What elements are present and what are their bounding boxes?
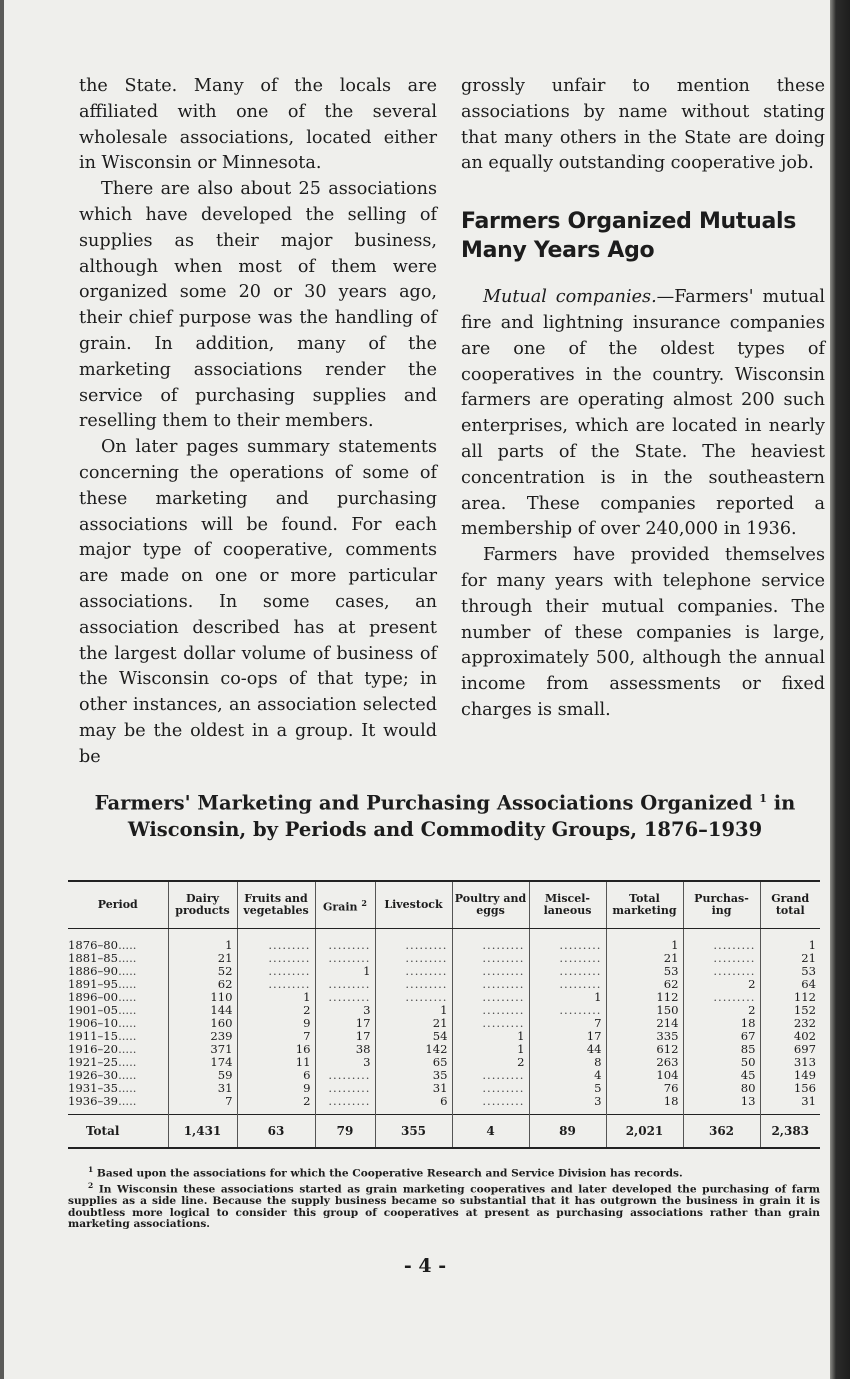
cell-purch: 45 (683, 1069, 760, 1082)
table-title: Farmers' Marketing and Purchasing Associations Organized $^1$ in Wisconsin, by Periods and Commodity Groups, 1876–1939 (94, 791, 796, 841)
cell-livestock: 1 (375, 1004, 452, 1017)
page-number: - 4 - (403, 1255, 447, 1277)
cell-misc: 8 (529, 1056, 606, 1069)
cell-period: 1886–90..... (68, 964, 137, 978)
cell-dairy: 31 (168, 1082, 237, 1095)
cell-poultry: ......... (452, 1004, 529, 1017)
total-grain: 79 (315, 1115, 375, 1149)
cell-grain: 17 (315, 1030, 375, 1043)
cell-fruits: ......... (237, 965, 315, 978)
cell-purch: 67 (683, 1030, 760, 1043)
cell-dairy: 52 (168, 965, 237, 978)
header-fruits: Fruits and vegetables (237, 881, 315, 929)
cell-misc: 1 (529, 991, 606, 1004)
cell-grain: ......... (315, 991, 375, 1004)
cell-fruits: ......... (237, 952, 315, 965)
cell-grain: 38 (315, 1043, 375, 1056)
table-row (68, 1095, 820, 1115)
cell-grain: ......... (315, 978, 375, 991)
cell-misc: 44 (529, 1043, 606, 1056)
cell-livestock: 65 (375, 1056, 452, 1069)
paragraph: On later pages summary statements concerning the operations of some of these marketing and purchasing associations will be found. For each major type of cooperative, comments are made on one or more particular associations. In some cases, an association described has at present the largest dollar volume of business of the Wisconsin co-ops of that type; in other instances, an association selected may be the oldest in a group. It would be (79, 437, 437, 767)
cell-total: 62 (606, 978, 683, 991)
cell-total: 21 (606, 952, 683, 965)
cell-misc: ......... (529, 929, 606, 953)
cell-total: 263 (606, 1056, 683, 1069)
cell-total: 112 (606, 991, 683, 1004)
cell-period: 1921–25..... (68, 1055, 137, 1069)
cell-fruits: 6 (237, 1069, 315, 1082)
cell-grand: 53 (760, 965, 820, 978)
cell-grand: 313 (760, 1056, 820, 1069)
cell-fruits: ......... (237, 929, 315, 953)
left-text-column (79, 74, 437, 771)
cell-livestock: 54 (375, 1030, 452, 1043)
cell-dairy: 7 (168, 1095, 237, 1115)
cell-total: 150 (606, 1004, 683, 1017)
header-grand-total: Grand total (760, 881, 820, 929)
cell-grand: 1 (760, 929, 820, 953)
cell-fruits: 16 (237, 1043, 315, 1056)
cell-livestock: ......... (375, 978, 452, 991)
cell-total: 335 (606, 1030, 683, 1043)
table-total-row (68, 1115, 820, 1149)
cell-total: 18 (606, 1095, 683, 1115)
cell-fruits: 2 (237, 1004, 315, 1017)
cell-grain: ......... (315, 1095, 375, 1115)
total-poultry: 4 (452, 1115, 529, 1149)
footnote-2: $^2$ In Wisconsin these associations started as grain marketing cooperatives and later developed the purchasing of farm supplies as a side line. Because the supply business became so substantial that it has outgrown the business in grain it is doubtless more logical to consider this group of cooperatives at present as purchasing associations rather than grain marketing associations. (68, 1181, 820, 1231)
cell-purch: 2 (683, 1004, 760, 1017)
cell-period: 1931–35..... (68, 1081, 137, 1095)
section-heading: Farmers Organized Mutuals Many Years Ago (461, 209, 797, 264)
cell-poultry: ......... (452, 1095, 529, 1115)
cell-poultry: 1 (452, 1043, 529, 1056)
paragraph: Farmers have provided themselves for many years with telephone service through their mutual companies. The number of these companies is large, approximately 500, although the annual income from assessments or fixed charges is small. (461, 545, 825, 720)
cell-grand: 156 (760, 1082, 820, 1095)
total-grand: 2,383 (760, 1115, 820, 1149)
cell-dairy: 174 (168, 1056, 237, 1069)
header-period: Period (68, 881, 168, 929)
cell-period: 1891–95..... (68, 977, 137, 991)
paragraph: There are also about 25 associations which have developed the selling of supplies as their major business, although when most of them were organized some 20 or 30 years ago, their chief purpose was the handling of grain. In addition, many of the marketing associations render the service of purchasing supplies and reselling them to their members. (79, 179, 437, 432)
cell-period: 1906–10..... (68, 1016, 137, 1030)
cell-period: 1916–20..... (68, 1042, 137, 1056)
cell-dairy: 239 (168, 1030, 237, 1043)
cell-total: 76 (606, 1082, 683, 1095)
cell-grain: ......... (315, 1069, 375, 1082)
cell-fruits: ......... (237, 978, 315, 991)
cell-misc: 17 (529, 1030, 606, 1043)
cell-poultry: ......... (452, 965, 529, 978)
cell-misc: ......... (529, 1004, 606, 1017)
cell-fruits: 9 (237, 1082, 315, 1095)
cell-dairy: 110 (168, 991, 237, 1004)
cell-grand: 21 (760, 952, 820, 965)
total-misc: 89 (529, 1115, 606, 1149)
cell-purch: ......... (683, 965, 760, 978)
cell-grand: 31 (760, 1095, 820, 1115)
cell-grand: 152 (760, 1004, 820, 1017)
cell-period: 1876–80..... (68, 938, 137, 952)
cell-purch: 2 (683, 978, 760, 991)
total-fruits: 63 (237, 1115, 315, 1149)
cell-grain: 17 (315, 1017, 375, 1030)
cell-poultry: 1 (452, 1030, 529, 1043)
cell-purch: 80 (683, 1082, 760, 1095)
cell-grand: 402 (760, 1030, 820, 1043)
cell-grain: 1 (315, 965, 375, 978)
cell-poultry: ......... (452, 978, 529, 991)
cell-dairy: 160 (168, 1017, 237, 1030)
header-poultry: Poultry and eggs (452, 881, 529, 929)
cell-misc: 3 (529, 1095, 606, 1115)
cell-grand: 232 (760, 1017, 820, 1030)
cell-purch: 18 (683, 1017, 760, 1030)
total-livestock: 355 (375, 1115, 452, 1149)
cell-misc: 7 (529, 1017, 606, 1030)
cell-misc: ......... (529, 952, 606, 965)
total-purchasing: 362 (683, 1115, 760, 1149)
cell-purch: ......... (683, 929, 760, 953)
header-misc: Miscel-laneous (529, 881, 606, 929)
cell-dairy: 371 (168, 1043, 237, 1056)
footnotes (68, 1164, 820, 1231)
cell-grain: ......... (315, 952, 375, 965)
cell-misc: 4 (529, 1069, 606, 1082)
cell-poultry: ......... (452, 1069, 529, 1082)
cell-dairy: 62 (168, 978, 237, 991)
cell-total: 104 (606, 1069, 683, 1082)
cell-fruits: 1 (237, 991, 315, 1004)
footnote-ref: 1 (759, 792, 767, 805)
table-body (68, 929, 820, 1115)
paragraph: the State. Many of the locals are affiliated with one of the several wholesale associations, located either in Wisconsin or Minnesota. (79, 76, 437, 174)
cell-livestock: ......... (375, 965, 452, 978)
run-in-lead: Mutual companies. (483, 287, 657, 308)
cell-grain: ......... (315, 929, 375, 953)
page-edge-left (0, 0, 4, 1379)
cell-grand: 64 (760, 978, 820, 991)
cell-fruits: 2 (237, 1095, 315, 1115)
table-row (68, 929, 820, 953)
cell-dairy: 21 (168, 952, 237, 965)
cell-dairy: 1 (168, 929, 237, 953)
cell-livestock: 31 (375, 1082, 452, 1095)
cell-period: 1911–15..... (68, 1029, 137, 1043)
cell-dairy: 144 (168, 1004, 237, 1017)
cell-livestock: 6 (375, 1095, 452, 1115)
cell-poultry: ......... (452, 1082, 529, 1095)
paragraph (461, 285, 825, 543)
cell-grand: 149 (760, 1069, 820, 1082)
right-text-column (461, 74, 825, 724)
cell-livestock: ......... (375, 991, 452, 1004)
cell-period: 1901–05..... (68, 1003, 137, 1017)
header-grain: Grain $^2$ (315, 881, 375, 929)
cell-grain: 3 (315, 1056, 375, 1069)
cell-fruits: 7 (237, 1030, 315, 1043)
cell-grain: ......... (315, 1082, 375, 1095)
cell-poultry: 2 (452, 1056, 529, 1069)
cell-livestock: 35 (375, 1069, 452, 1082)
cell-period: 1881–85..... (68, 951, 137, 965)
cell-period: 1936–39..... (68, 1094, 137, 1108)
cell-purch: 50 (683, 1056, 760, 1069)
header-purchasing: Purchas-ing (683, 881, 760, 929)
total-dairy: 1,431 (168, 1115, 237, 1149)
cell-total: 612 (606, 1043, 683, 1056)
cell-grain: 3 (315, 1004, 375, 1017)
associations-table (68, 880, 820, 1149)
cell-period: 1896–00..... (68, 990, 137, 1004)
header-dairy: Dairy products (168, 881, 237, 929)
cell-total: 1 (606, 929, 683, 953)
header-livestock: Livestock (375, 881, 452, 929)
page-edge-right (830, 0, 850, 1379)
table-header-row (68, 881, 820, 929)
cell-purch: 13 (683, 1095, 760, 1115)
cell-fruits: 11 (237, 1056, 315, 1069)
cell-poultry: ......... (452, 952, 529, 965)
total-label: Total (68, 1115, 168, 1149)
paragraph-text: —Farmers' mutual fire and lightning insurance companies are one of the oldest types of cooperatives in the country. Wisconsin farmers are operating almost 200 such enterprises, which are located in nearly all parts of the State. The heaviest concentration is in the southeastern area. These companies reported a membership of over 240,000 in 1936. (461, 287, 825, 540)
total-marketing: 2,021 (606, 1115, 683, 1149)
footnote-1: $^1$ Based upon the associations for which the Cooperative Research and Service Division has records. (88, 1165, 683, 1180)
cell-total: 214 (606, 1017, 683, 1030)
cell-purch: ......... (683, 952, 760, 965)
cell-misc: 5 (529, 1082, 606, 1095)
cell-misc: ......... (529, 978, 606, 991)
cell-dairy: 59 (168, 1069, 237, 1082)
cell-poultry: ......... (452, 1017, 529, 1030)
cell-purch: ......... (683, 991, 760, 1004)
cell-poultry: ......... (452, 991, 529, 1004)
cell-livestock: ......... (375, 929, 452, 953)
paragraph: grossly unfair to mention these associations by name without stating that many others in the State are doing an equally outstanding cooperative job. (461, 76, 825, 174)
cell-purch: 85 (683, 1043, 760, 1056)
cell-misc: ......... (529, 965, 606, 978)
header-total-marketing: Total marketing (606, 881, 683, 929)
cell-livestock: ......... (375, 952, 452, 965)
cell-total: 53 (606, 965, 683, 978)
cell-livestock: 21 (375, 1017, 452, 1030)
cell-fruits: 9 (237, 1017, 315, 1030)
cell-livestock: 142 (375, 1043, 452, 1056)
cell-grand: 697 (760, 1043, 820, 1056)
cell-grand: 112 (760, 991, 820, 1004)
cell-poultry: ......... (452, 929, 529, 953)
cell-period: 1926–30..... (68, 1068, 137, 1082)
